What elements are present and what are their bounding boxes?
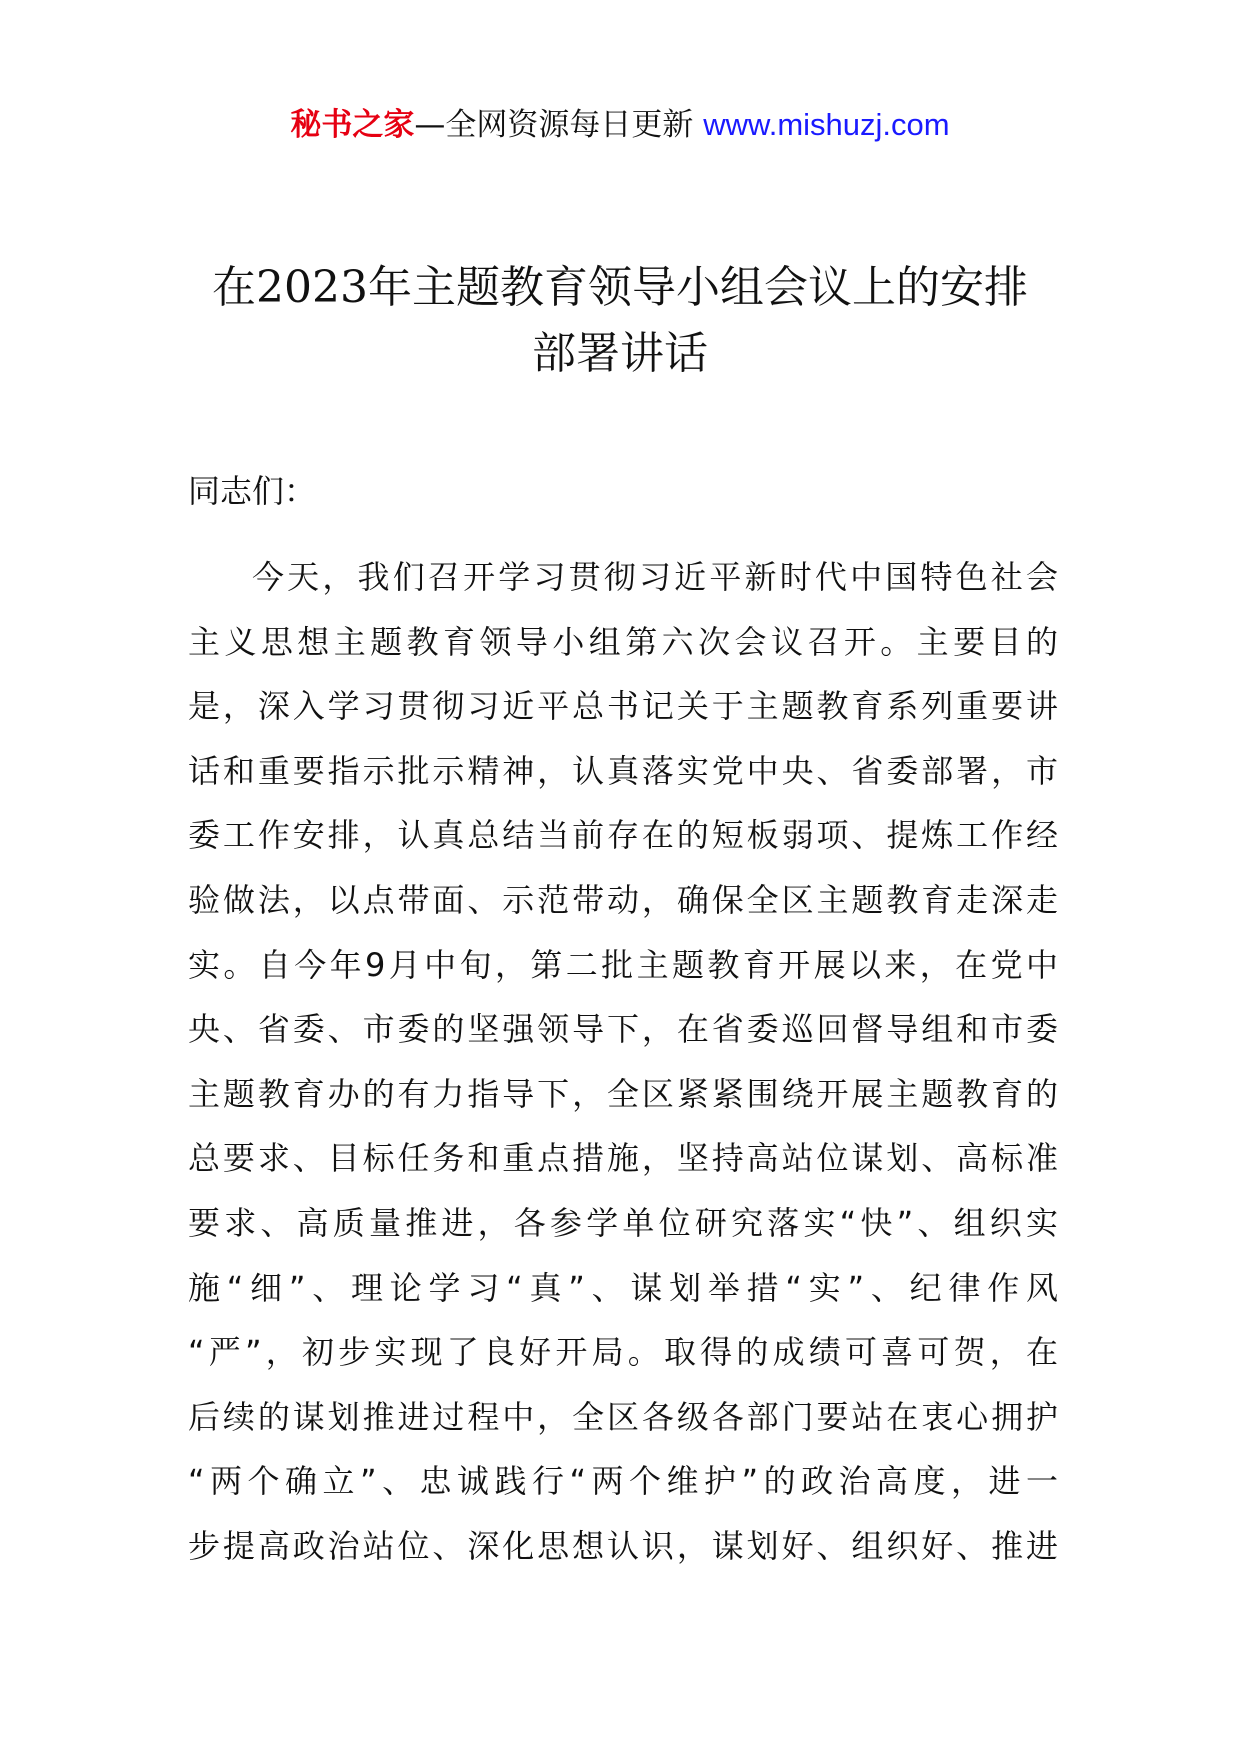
paragraph-line: 话和重要指示批示精神，认真落实党中央、省委部署，市 [188, 751, 1058, 790]
paragraph-line: 步提高政治站位、深化思想认识，谋划好、组织好、推进 [188, 1526, 1058, 1565]
brand-name: 秘书之家 [290, 107, 415, 143]
site-header [0, 100, 1240, 150]
title-year: 2023 [256, 262, 368, 313]
paragraph-line: “两个确立”、忠诚践行“两个维护”的政治高度，进一 [188, 1462, 1058, 1501]
title-line-2: 部署讲话 [532, 328, 708, 379]
salutation: 同志们： [188, 472, 317, 510]
paragraph-line: 委工作安排，认真总结当前存在的短板弱项、提炼工作经 [188, 816, 1058, 855]
paragraph-line: 后续的谋划推进过程中，全区各级各部门要站在衷心拥护 [188, 1397, 1058, 1436]
paragraph-line: 实。自今年9月中旬，第二批主题教育开展以来，在党中 [188, 945, 1058, 984]
body-paragraph [188, 545, 1058, 1579]
paragraph-line: 验做法，以点带面、示范带动，确保全区主题教育走深走 [188, 880, 1058, 919]
title-line-1 [150, 255, 1090, 321]
paragraph-line: “严”，初步实现了良好开局。取得的成绩可喜可贺，在 [188, 1333, 1058, 1372]
header-tagline: 全网资源每日更新 [445, 107, 694, 143]
title-prefix: 在 [212, 262, 256, 313]
paragraph-line: 主题教育办的有力指导下，全区紧紧围绕开展主题教育的 [188, 1074, 1058, 1113]
paragraph-line: 今天，我们召开学习贯彻习近平新时代中国特色社会 [252, 558, 1058, 596]
document-title [150, 255, 1090, 387]
paragraph-line: 施“细”、理论学习“真”、谋划举措“实”、纪律作风 [188, 1268, 1058, 1307]
paragraph-line: 要求、高质量推进，各参学单位研究落实“快”、组织实 [188, 1203, 1058, 1242]
site-url-link[interactable]: www.mishuzj.com [703, 107, 950, 142]
title-suffix: 年主题教育领导小组会议上的安排 [367, 262, 1028, 313]
paragraph-line: 主义思想主题教育领导小组第六次会议召开。主要目的 [188, 622, 1058, 661]
header-dash: — [414, 107, 446, 143]
paragraph-line: 总要求、目标任务和重点措施，坚持高站位谋划、高标准 [188, 1139, 1058, 1178]
paragraph-line: 是，深入学习贯彻习近平总书记关于主题教育系列重要讲 [188, 687, 1058, 726]
paragraph-line: 央、省委、市委的坚强领导下，在省委巡回督导组和市委 [188, 1010, 1058, 1049]
